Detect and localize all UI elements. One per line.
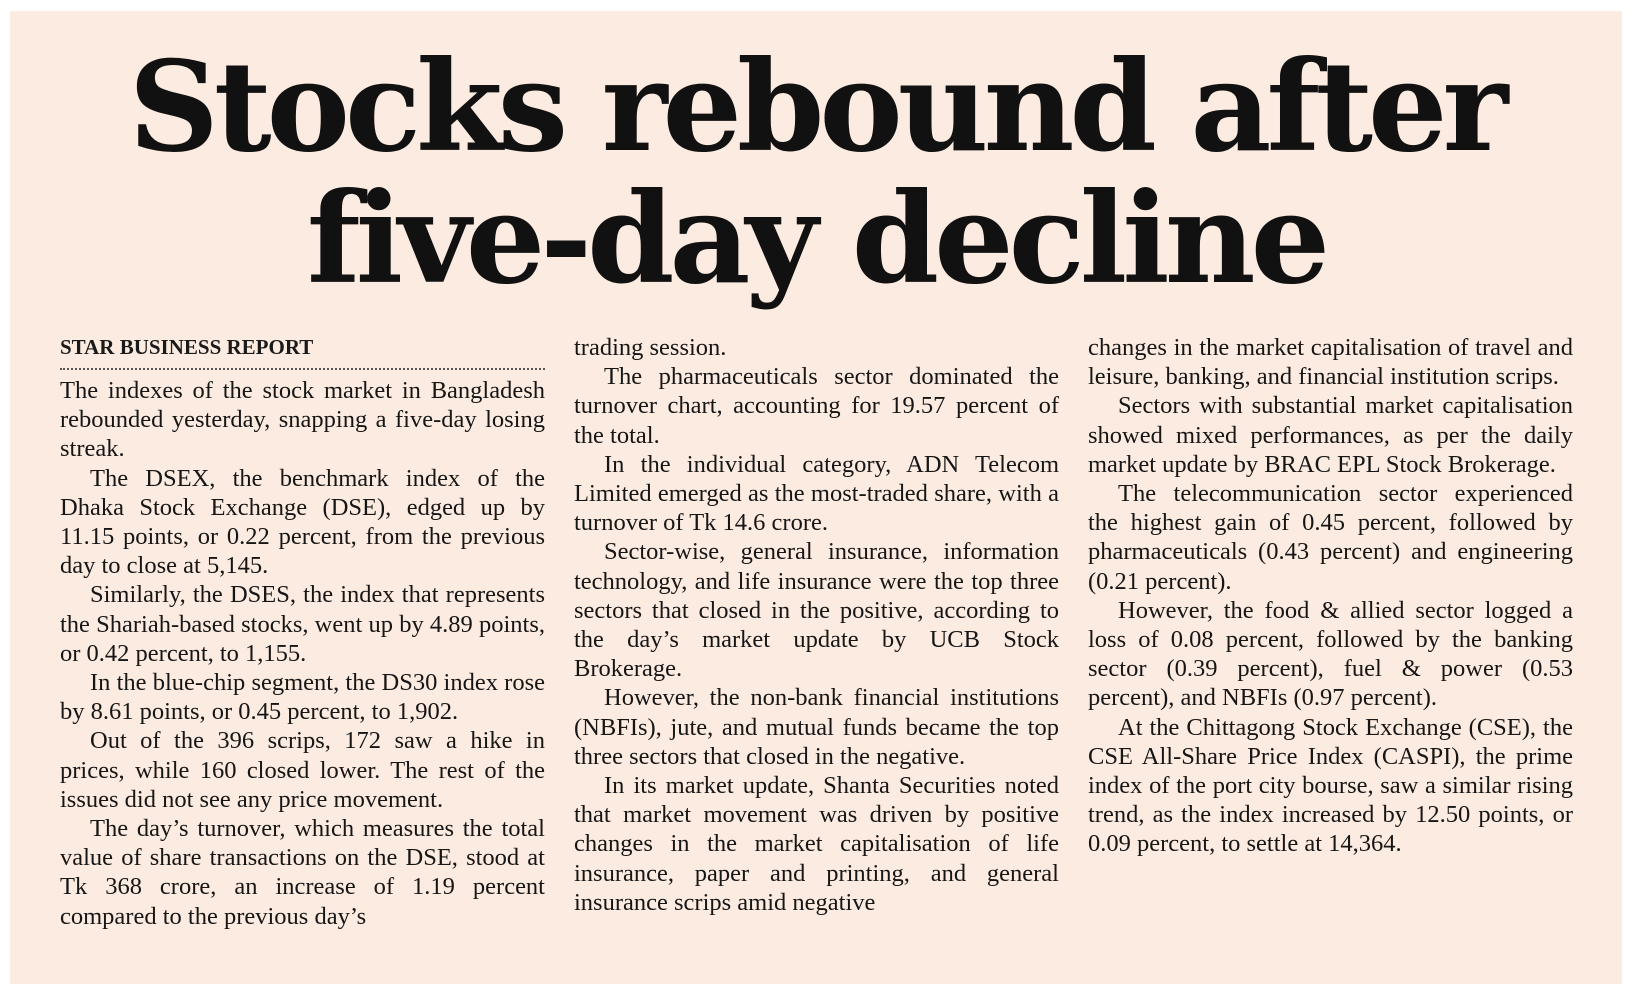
- paragraph: In the individual category, ADN Telecom Limited emerged as the most-traded share, with a turnover of Tk 14.6 crore.: [574, 450, 1059, 537]
- paragraph: The telecommunication sector experienced the highest gain of 0.45 percent, followed by pharmaceuticals (0.43 percent) and engineering (0.21 percent).: [1088, 480, 1573, 595]
- paragraph: Similarly, the DSES, the index that represents the Shariah-based stocks, went up by 4.89 points, or 0.42 percent, to 1,155.: [60, 581, 545, 667]
- paragraph: However, the food & allied sector logged a loss of 0.08 percent, followed by the banking sector (0.39 percent), fuel & power (0.53 percent), and NBFIs (0.97 percent).: [1088, 596, 1573, 712]
- byline: STAR BUSINESS REPORT: [60, 333, 545, 370]
- newspaper-clipping: [10, 11, 1622, 984]
- paragraph: In the blue-chip segment, the DS30 index rose by 8.61 points, or 0.45 percent, to 1,902.: [60, 669, 545, 726]
- paragraph: The pharmaceuticals sector dominated the turnover chart, accounting for 19.57 percent of the total.: [574, 363, 1059, 449]
- paragraph: The indexes of the stock market in Bangladesh rebounded yesterday, snapping a five-day losing streak.: [60, 377, 545, 463]
- paragraph: Out of the 396 scrips, 172 saw a hike in prices, while 160 closed lower. The rest of the issues did not see any price movement.: [60, 727, 545, 813]
- headline-line-2: five-day decline: [306, 166, 1326, 312]
- headline: [10, 34, 1622, 312]
- article-column-2: [574, 333, 1059, 917]
- paragraph: The DSEX, the benchmark index of the Dhaka Stock Exchange (DSE), edged up by 11.15 points, or 0.22 percent, from the previous day to close at 5,145.: [60, 464, 545, 580]
- paragraph: At the Chittagong Stock Exchange (CSE), the CSE All-Share Price Index (CASPI), the prime index of the port city bourse, saw a similar rising trend, as the index increased by 12.50 points, or 0.09 percent, to settle at 14,364.: [1088, 713, 1573, 858]
- article-column-1: [60, 333, 545, 931]
- paragraph: However, the non-bank financial institutions (NBFIs), jute, and mutual funds became the top three sectors that closed in the negative.: [574, 684, 1059, 770]
- paragraph: The day’s turnover, which measures the total value of share transactions on the DSE, stood at Tk 368 crore, an increase of 1.19 percent compared to the previous day’s: [60, 815, 545, 930]
- paragraph-continued: changes in the market capitalisation of travel and leisure, banking, and financial institution scrips.: [1088, 334, 1573, 391]
- paragraph-continued: trading session.: [574, 334, 727, 361]
- article-column-3: [1088, 333, 1573, 859]
- paragraph: In its market update, Shanta Securities noted that market movement was driven by positive changes in the market capitalisation of life insurance, paper and printing, and general insurance scrips amid negative: [574, 772, 1059, 916]
- paragraph: Sector-wise, general insurance, information technology, and life insurance were the top three sectors that closed in the positive, according to the day’s market update by UCB Stock Brokerage.: [574, 538, 1059, 683]
- paragraph: Sectors with substantial market capitalisation showed mixed performances, as per the daily market update by BRAC EPL Stock Brokerage.: [1088, 392, 1573, 478]
- headline-line-1: Stocks rebound after: [128, 34, 1504, 180]
